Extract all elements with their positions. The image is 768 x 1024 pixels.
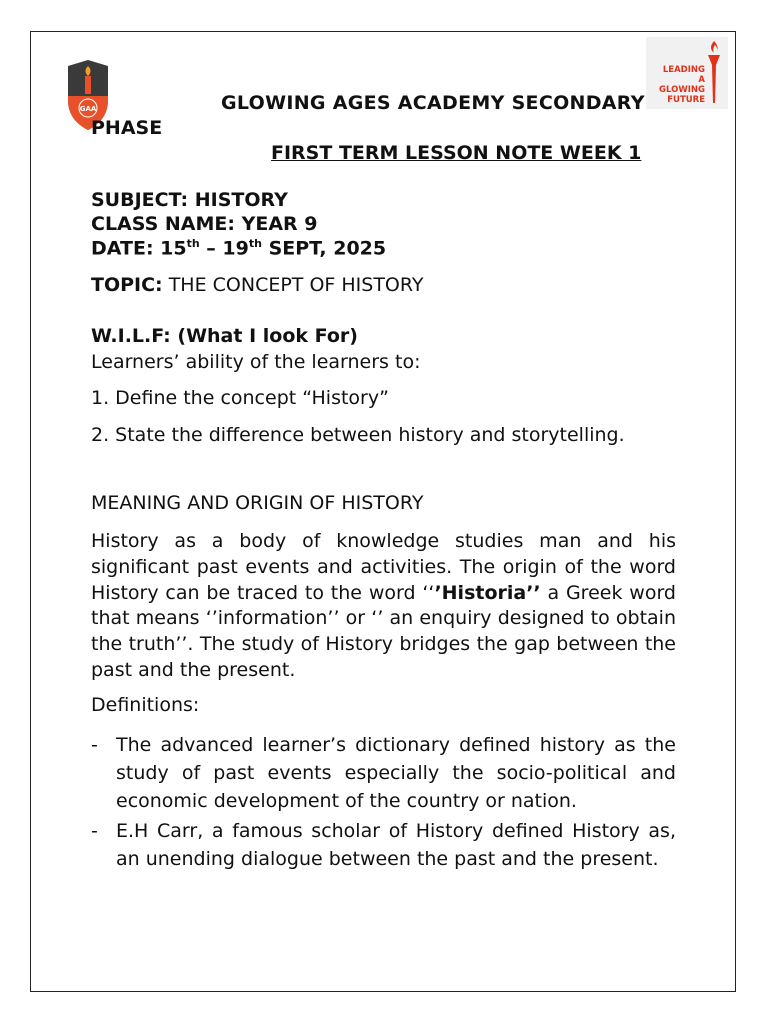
definitions-list — [91, 731, 676, 875]
definitions-label: Definitions: — [91, 694, 200, 716]
wilf-intro: Learners’ ability of the learners to: — [91, 351, 421, 373]
bullet-dash: - — [91, 820, 98, 842]
topic-value: THE CONCEPT OF HISTORY — [162, 274, 424, 296]
wilf-item-2: 2. State the difference between history and storytelling. — [91, 424, 625, 446]
torch-icon — [704, 39, 724, 107]
history-paragraph: History as a body of knowledge studies man and his significant past events and activities. The origin of the word History can be traced to the word ‘‘’Historia’’ a Greek word that means ‘’information’’ or ‘’ an enquiry designed to obtain the truth’’. The study of History bridges the gap between the past and the present. — [91, 530, 676, 681]
list-item: - E.H Carr, a famous scholar of History defined History as, an unending dialogue between the past and the present. — [91, 817, 676, 873]
lesson-title: FIRST TERM LESSON NOTE WEEK 1 — [271, 142, 642, 164]
brand-logo — [646, 37, 728, 109]
bullet-dash: - — [91, 734, 98, 756]
wilf-item-1: 1. Define the concept “History” — [91, 387, 389, 409]
list-item: - The advanced learner’s dictionary defined history as the study of past events especially the socio-political and economic development of the country or nation. — [91, 731, 676, 815]
school-name: GLOWING AGES ACADEMY SECONDARY — [221, 92, 645, 114]
brand-tagline: LEADING A GLOWING FUTURE — [659, 65, 705, 105]
subject-line: SUBJECT: HISTORY — [91, 189, 288, 211]
crest-letters: GAA — [79, 105, 97, 113]
historia-term: ’Historia’’ — [434, 581, 541, 604]
class-name-line: CLASS NAME: YEAR 9 — [91, 213, 318, 235]
school-phase: PHASE — [91, 117, 163, 139]
topic-line — [91, 274, 423, 296]
section-heading: MEANING AND ORIGIN OF HISTORY — [91, 492, 424, 514]
wilf-heading: W.I.L.F: (What I look For) — [91, 325, 358, 347]
date-line: DATE: 15th – 19th SEPT, 2025 — [91, 237, 387, 260]
topic-label: TOPIC: — [91, 274, 163, 296]
